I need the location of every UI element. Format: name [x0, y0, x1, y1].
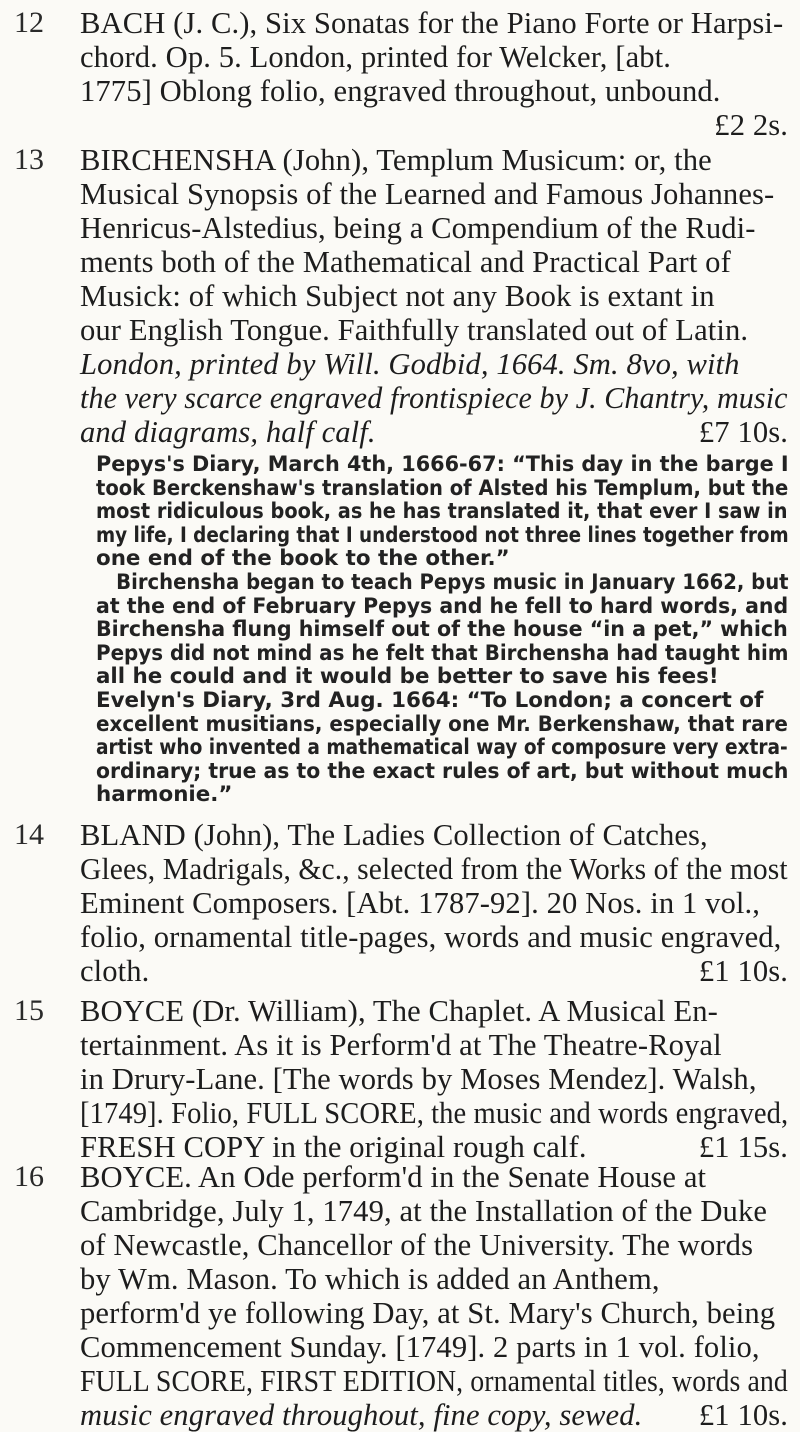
note-line: Pepys's Diary, March 4th, 1666-67: “This day in the barge I	[96, 452, 789, 477]
entry-line: folio, ornamental title-pages, words and music engraved,	[80, 920, 782, 954]
entry-line: 1775] Oblong folio, engraved throughout, unbound.	[80, 74, 721, 108]
entry-line: FULL SCORE, FIRST EDITION, ornamental titles, words and	[80, 1364, 788, 1398]
entry-number: 16	[14, 1160, 44, 1193]
note-line: most ridiculous book, as he has translated it, that ever I saw in	[96, 499, 788, 525]
entry-text	[80, 994, 788, 1164]
entry-line: Commencement Sunday. [1749]. 2 parts in 1 vol. folio,	[80, 1330, 760, 1364]
entry-text	[80, 6, 788, 142]
entry-line: Eminent Composers. [Abt. 1787-92]. 20 Nos. in 1 vol.,	[80, 886, 761, 920]
entry-number: 12	[14, 6, 44, 39]
note-line: artist who invented a mathematical way of composure very extra-	[96, 735, 788, 761]
entry-price: £1 15s.	[698, 1130, 788, 1164]
note-line: harmonie.”	[96, 782, 233, 808]
entry-line: of Newcastle, Chancellor of the University. The words	[80, 1228, 754, 1262]
entry-line: FRESH COPY in the original rough calf.	[80, 1130, 587, 1164]
entry-text	[80, 818, 788, 988]
entry-number: 14	[14, 818, 44, 851]
entry-line: BIRCHENSHA (John), Templum Musicum: or, the	[80, 143, 712, 177]
note-line: at the end of February Pepys and he fell to hard words, and	[96, 593, 789, 619]
entry-line: Glees, Madrigals, &c., selected from the Works of the most	[80, 852, 788, 886]
note-line: one end of the book to the other.”	[96, 546, 510, 572]
entry-line: Musick: of which Subject not any Book is extant in	[80, 279, 715, 313]
note-line: excellent musitians, especially one Mr. Berkenshaw, that rare	[96, 711, 788, 737]
entry-line: BOYCE. An Ode perform'd in the Senate House at	[80, 1160, 707, 1194]
note-line: Birchensha flung himself out of the house “in a pet,” which	[96, 617, 788, 643]
entry-text	[80, 143, 788, 449]
note-line: ordinary; true as to the exact rules of art, but without much	[96, 758, 789, 784]
entry-line: ments both of the Mathematical and Practical Part of	[80, 245, 731, 279]
entry-line: the very scarce engraved frontispiece by J. Chantry, music	[80, 381, 788, 415]
entry-price: £1 10s.	[698, 1398, 788, 1432]
entry-line: BLAND (John), The Ladies Collection of Catches,	[80, 818, 708, 852]
entry-line: and diagrams, half calf.	[80, 415, 376, 449]
entry-line: chord. Op. 5. London, printed for Welcker, [abt.	[80, 40, 672, 74]
entry-line: Cambridge, July 1, 1749, at the Installation of the Duke	[80, 1194, 768, 1228]
entry-line: BACH (J. C.), Six Sonatas for the Piano Forte or Harpsi-	[80, 6, 784, 40]
entry-line: cloth.	[80, 954, 150, 988]
entry-number: 13	[14, 143, 44, 176]
entry-line: perform'd ye following Day, at St. Mary's Church, being	[80, 1296, 776, 1330]
entry-price: £1 10s.	[698, 954, 788, 988]
note-line: Birchensha began to teach Pepys music in January 1662, but	[116, 569, 789, 595]
entry-price: £7 10s.	[698, 415, 788, 449]
entry-note	[96, 453, 788, 807]
note-line: all he could and it would be better to save his fees!	[96, 664, 719, 690]
note-line: my life, I declaring that I understood not three lines together from	[96, 522, 789, 548]
entry-price: £2 2s.	[714, 108, 788, 142]
entry-number: 15	[14, 994, 44, 1027]
entry-line: [1749]. Folio, FULL SCORE, the music and words engraved,	[80, 1096, 789, 1130]
note-line: Pepys did not mind as he felt that Birchensha had taught him	[96, 640, 789, 666]
note-line: took Berckenshaw's translation of Alsted his Templum, but the	[96, 475, 789, 501]
entry-line: BOYCE (Dr. William), The Chaplet. A Musical En-	[80, 994, 718, 1028]
entry-line: by Wm. Mason. To which is added an Anthem,	[80, 1262, 660, 1296]
entry-line: Musical Synopsis of the Learned and Famous Johannes-	[80, 177, 775, 211]
entry-line: tertainment. As it is Perform'd at The Theatre-Royal	[80, 1028, 722, 1062]
entry-line: music engraved throughout, fine copy, sewed.	[80, 1398, 643, 1432]
note-line: Evelyn's Diary, 3rd Aug. 1664: “To London; a concert of	[96, 687, 764, 713]
entry-line: Henricus-Alstedius, being a Compendium of the Rudi-	[80, 211, 756, 245]
entry-line: London, printed by Will. Godbid, 1664. Sm. 8vo, with	[80, 347, 740, 381]
entry-text	[80, 1160, 788, 1432]
entry-line: in Drury-Lane. [The words by Moses Mendez]. Walsh,	[80, 1062, 757, 1096]
entry-line: our English Tongue. Faithfully translated out of Latin.	[80, 313, 749, 347]
